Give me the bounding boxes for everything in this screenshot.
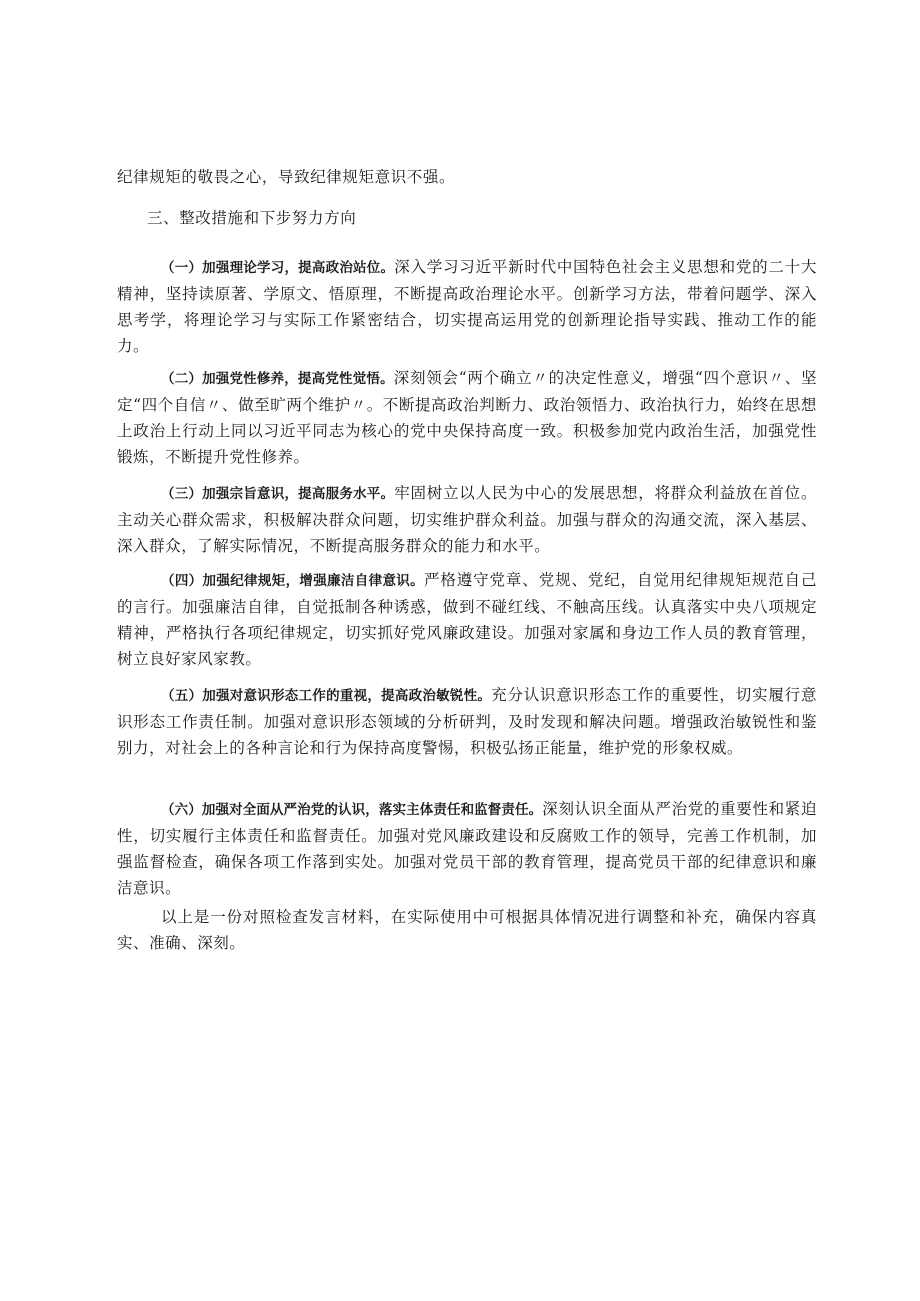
measure-paragraph-5: [117, 682, 817, 761]
measure-heading: （一）加强理论学习，提高政治站位。: [161, 260, 395, 276]
measure-body: 充分认识意识形态工作的重要性，切实履行意识形态工作责任制。加强对意识形态领域的分析研判，及时发现和解决问题。增强政治敏锐性和鉴别力，对社会上的各种言论和行为保持高度警惕，积极弘扬正能量，维护党的形象权威。: [117, 686, 817, 757]
measure-heading: （三）加强宗旨意识，提高服务水平。: [161, 486, 395, 502]
measure-paragraph-2: [117, 365, 817, 470]
measure-paragraph-4: [117, 567, 817, 672]
measure-body: 深入学习习近平新时代中国特色社会主义思想和党的二十大精神，坚持读原著、学原文、悟原理，不断提高政治理论水平。创新学习方法，带着问题学、深入思考学，将理论学习与实际工作紧密结合，切实提高运用党的创新理论指导实践、推动工作的能力。: [117, 258, 817, 355]
measure-heading: （五）加强对意识形态工作的重视，提高政治敏锐性。: [161, 688, 492, 704]
continuation-line: 纪律规矩的敬畏之心，导致纪律规矩意识不强。: [117, 168, 456, 186]
measure-heading: （六）加强对全面从严治党的认识，落实主体责任和监督责任。: [161, 802, 543, 818]
measure-heading: （二）加强党性修养，提高党性觉悟。: [161, 371, 394, 387]
measure-paragraph-1: [117, 254, 817, 359]
measure-body: 深刻领会“两个确立〃的决定性意义，增强“四个意识〃、坚定“四个自信〃、做至旷两个维护〃。不断提高政治判断力、政治领悟力、政治执行力，始终在思想上政治上行动上同以习近平同志为核心的党中央保持高度一致。积极参加党内政治生活，加强党性锻炼，不断提升党性修养。: [117, 369, 817, 466]
measure-paragraph-6: [117, 796, 817, 901]
measure-paragraph-3: [117, 480, 817, 559]
measure-body: 深刻认识全面从严治党的重要性和紧迫性，切实履行主体责任和监督责任。加强对党风廉政建设和反腐败工作的领导，完善工作机制，加强监督检查，确保各项工作落到实处。加强对党员干部的教育管理，提高党员干部的纪律意识和廉洁意识。: [117, 800, 818, 897]
measure-body: 牢固树立以人民为中心的发展思想，将群众利益放在首位。主动关心群众需求，积极解决群众问题，切实维护群众利益。加强与群众的沟通交流，深入基层、深入群众，了解实际情况，不断提高服务群众的能力和水平。: [117, 484, 817, 555]
measure-body: 严格遵守党章、党规、党纪，自觉用纪律规矩规范自己的言行。加强廉洁自律，自觉抵制各种诱惑，做到不碰红线、不触高压线。认真落实中央八项规定精神，严格执行各项纪律规定，切实抓好党风廉政建设。加强对家属和身边工作人员的教育管理，树立良好家风家教。: [117, 571, 817, 668]
measure-heading: （四）加强纪律规矩，增强廉洁自律意识。: [161, 573, 424, 589]
closing-paragraph: 以上是一份对照检查发言材料，在实际使用中可根据具体情况进行调整和补充，确保内容真实、准确、深刻。: [117, 908, 817, 952]
section-title: 三、整改措施和下步努力方向: [147, 209, 357, 227]
